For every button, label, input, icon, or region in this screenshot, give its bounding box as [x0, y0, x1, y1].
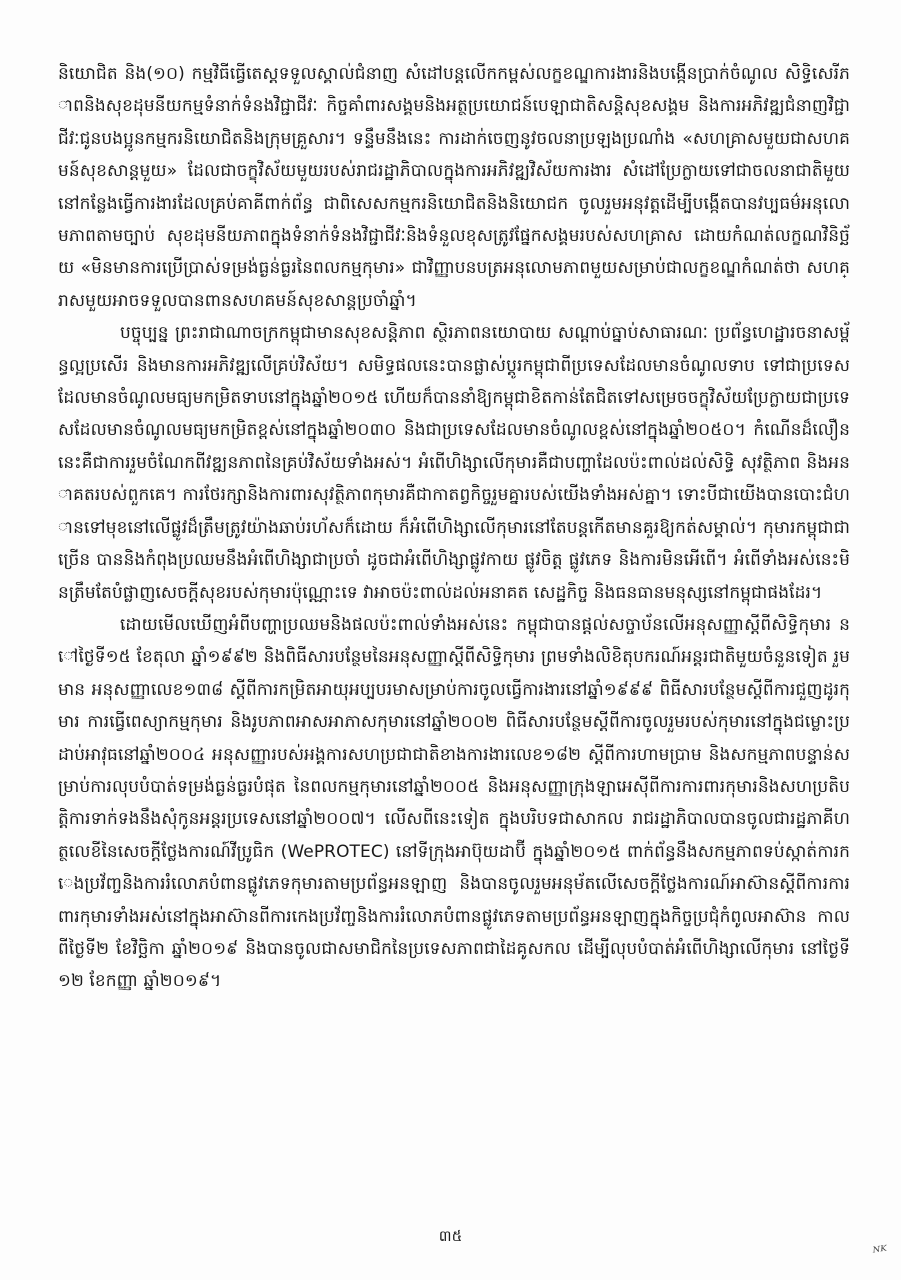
paragraph-continuation: និយោជិត និង(១០) កម្មវិធីធ្វើតេស្តទទួលស្គាល់ជំនាញ សំដៅបន្តលើកកម្ពស់លក្ខខណ្ឌការងារនិងបង្កើនប្រាក់ចំណូល សិទ្ធិសេរីភាពនិងសុខដុមនីយកម្មទំនាក់ទំនងវិជ្ជាជីវៈ កិច្ចគាំពារសង្គមនិងអត្ថប្រយោជន៍បេឡាជាតិសន្តិសុខសង្គម និងការអភិវឌ្ឍជំនាញវិជ្ជាជីវៈជូនបងប្អូនកម្មករនិយោជិតនិងក្រុមគ្រួសារ។ ទន្ទឹមនឹងនេះ ការដាក់ចេញនូវចលនាប្រឡងប្រណាំង «សហគ្រាសមួយជាសហគមន៍សុខសាន្តមួយ» ដែលជាចក្ខុវិស័យមួយរបស់រាជរដ្ឋាភិបាលក្នុងការអភិវឌ្ឍវិស័យការងារ សំដៅប្រែក្លាយទៅជាចលនាជាតិមួយនៅកន្លែងធ្វើការងារដែលគ្រប់គាគីពាក់ព័ន្ធ ជាពិសេសកម្មករនិយោជិតនិងនិយោជក ចូលរួមអនុវត្តដើម្បីបង្កើតបានវប្បធម៌អនុលោមភាពតាមច្បាប់ សុខដុមនីយភាពក្នុងទំនាក់ទំនងវិជ្ជាជីវៈនិងទំនួលខុសត្រូវផ្នែកសង្គមរបស់សហគ្រាស ដោយកំណត់លក្ខណវិនិច្ឆ័យ «មិនមានការប្រើប្រាស់ទម្រង់ធ្ងន់ធ្ងរនៃពលកម្មកុមារ» ជាវិញ្ញាបនបត្រអនុលោមភាពមួយសម្រាប់ជាលក្ខខណ្ឌកំណត់ថា សហគ្រាសមួយអាចទទួលបានពានសហគមន៍សុខសាន្តប្រចាំឆ្នាំ។ — [58, 64, 850, 311]
paragraph-conventions: ដោយមើលឃើញអំពីបញ្ហាប្រឈមនិងផលប៉ះពាល់ទាំងអស់នេះ កម្ពុជាបានផ្តល់សច្ចាប័នលើអនុសញ្ញាស្តីពីសិទ្ធិកុមារ នៅថ្ងៃទី១៥ ខែតុលា ឆ្នាំ១៩៩២ និងពិធីសារបន្ថែមនៃអនុសញ្ញាស្តីពីសិទ្ធិកុមារ ព្រមទាំងលិខិតុបករណ៍អន្តរជាតិមួយចំនួនទៀត រួមមាន អនុសញ្ញាលេខ១៣៨ ស្តីពីការកម្រិតអាយុអប្បបរមាសម្រាប់ការចូលធ្វើការងារនៅឆ្នាំ១៩៩៩ ពិធីសារបន្ថែមស្តីពីការជួញដូរកុមារ ការធ្វើពេស្យាកម្មកុមារ និងរូបភាពអាសអាភាសកុមារនៅឆ្នាំ២០០២ ពិធីសារបន្ថែមស្តីពីការចូលរួមរបស់កុមារនៅក្នុងជម្លោះប្រដាប់អាវុធនៅឆ្នាំ២០០៤ អនុសញ្ញារបស់អង្គការសហប្រជាជាតិខាងការងារលេខ១៨២ ស្តីពីការហាមប្រាម និងសកម្មភាពបន្ទាន់សម្រាប់ការលុបបំបាត់ទម្រង់ធ្ងន់ធ្ងរបំផុត នៃពលកម្មកុមារនៅឆ្នាំ២០០៥ និងអនុសញ្ញាក្រុងឡាអេស៊ីពីការការពារកុមារនិងសហប្រតិបត្តិការទាក់ទងនឹងសុំកូនអន្តរប្រទេសនៅឆ្នាំ២០០៧។ លើសពីនេះទៀត ក្នុងបរិបទជាសាកល រាជរដ្ឋាភិបាលបានចូលជារដ្ឋភាគីហត្ថលេខីនៃសេចក្តីថ្លែងការណ៍វីប្រូធិក (WePROTEC) នៅទីក្រុងអាប៊ុយដាប៊ី ក្នុងឆ្នាំ២០១៥ ពាក់ព័ន្ធនឹងសកម្មភាពទប់ស្កាត់ការកេងប្រវ័ញ្ចនិងការរំលោភបំពានផ្លូវភេទកុមារតាមប្រព័ន្ធអនឡាញ និងបានចូលរួមអនុម័តលើសេចក្តីថ្លែងការណ៍អាស៊ានស្តីពីការការពារកុមារទាំងអស់នៅក្នុងអាស៊ានពីការកេងប្រវ័ញ្ចនិងការរំលោភបំពានផ្លូវភេទតាមប្រព័ន្ធអនឡាញក្នុងកិច្ចប្រជុំកំពូលអាស៊ាន កាលពីថ្ងៃទី២ ខែវិច្ឆិកា ឆ្នាំ២០១៩ និងបានចូលជាសមាជិកនៃប្រទេសភាពជាដៃគូសកល ដើម្បីលុបបំបាត់អំពើហិង្សាលើកុមារ នៅថ្ងៃទី១២ ខែកញ្ញា ឆ្នាំ២០១៩។ — [58, 614, 850, 992]
page-number: ៣៥ — [438, 1227, 463, 1245]
document-body — [58, 58, 850, 1208]
paragraph-current-situation: បច្ចុប្បន្ន ព្រះរាជាណាចក្រកម្ពុជាមានសុខសន្តិភាព ស្ថិរភាពនយោបាយ សណ្តាប់ធ្នាប់សាធារណៈ ប្រព័ន្ធហេដ្ឋារចនាសម្ព័ន្ធល្អប្រសើរ និងមានការអភិវឌ្ឍលើគ្រប់វិស័យ។ សមិទ្ធផលនេះបានផ្លាស់ប្តូរកម្ពុជាពីប្រទេសដែលមានចំណូលទាប ទៅជាប្រទេសដែលមានចំណូលមធ្យមកម្រិតទាបនៅក្នុងឆ្នាំ២០១៥ ហើយក៏បាននាំឱ្យកម្ពុជាខិតកាន់តែជិតទៅសម្រេចចក្ខុវិស័យប្រែក្លាយជាប្រទេសដែលមានចំណូលមធ្យមកម្រិតខ្ពស់នៅក្នុងឆ្នាំ២០៣០ និងជាប្រទេសដែលមានចំណូលខ្ពស់នៅក្នុងឆ្នាំ២០៥០។ កំណើនដ៏លឿននេះគឺជាការរួមចំណែកពីវឌ្ឍនភាពនៃគ្រប់វិស័យទាំងអស់។ អំពើហិង្សាលើកុមារគឺជាបញ្ហាដែលប៉ះពាល់ដល់សិទ្ធិ សុវត្ថិភាព និងអនាគតរបស់ពួកគេ។ ការថែរក្សានិងការពារសុវត្ថិភាពកុមារគឺជាកាតព្វកិច្ចរួមគ្នារបស់យើងទាំងអស់គ្នា។ ទោះបីជាយើងបានបោះជំហានទៅមុខនៅលើផ្លូវដ៏ត្រឹមត្រូវយ៉ាងឆាប់រហ័សក៏ដោយ ក៏អំពើហិង្សាលើកុមារនៅតែបន្តកើតមានគួរឱ្យកត់សម្គាល់។ កុមារកម្ពុជាជាច្រើន បាននិងកំពុងប្រឈមនឹងអំពើហិង្សាជាប្រចាំ ដូចជាអំពើហិង្សាផ្លូវកាយ ផ្លូវចិត្ត ផ្លូវភេទ និងការមិនអើពើ។ អំពើទាំងអស់នេះមិនត្រឹមតែបំផ្លាញសេចក្តីសុខរបស់កុមារប៉ុណ្ណោះទេ វាអាចប៉ះពាល់ដល់អនាគត សេដ្ឋកិច្ច និងធនធានមនុស្សនៅកម្ពុជាផងដែរ។ — [58, 323, 850, 603]
handwritten-initials: ᴺᴷ — [871, 1243, 889, 1261]
